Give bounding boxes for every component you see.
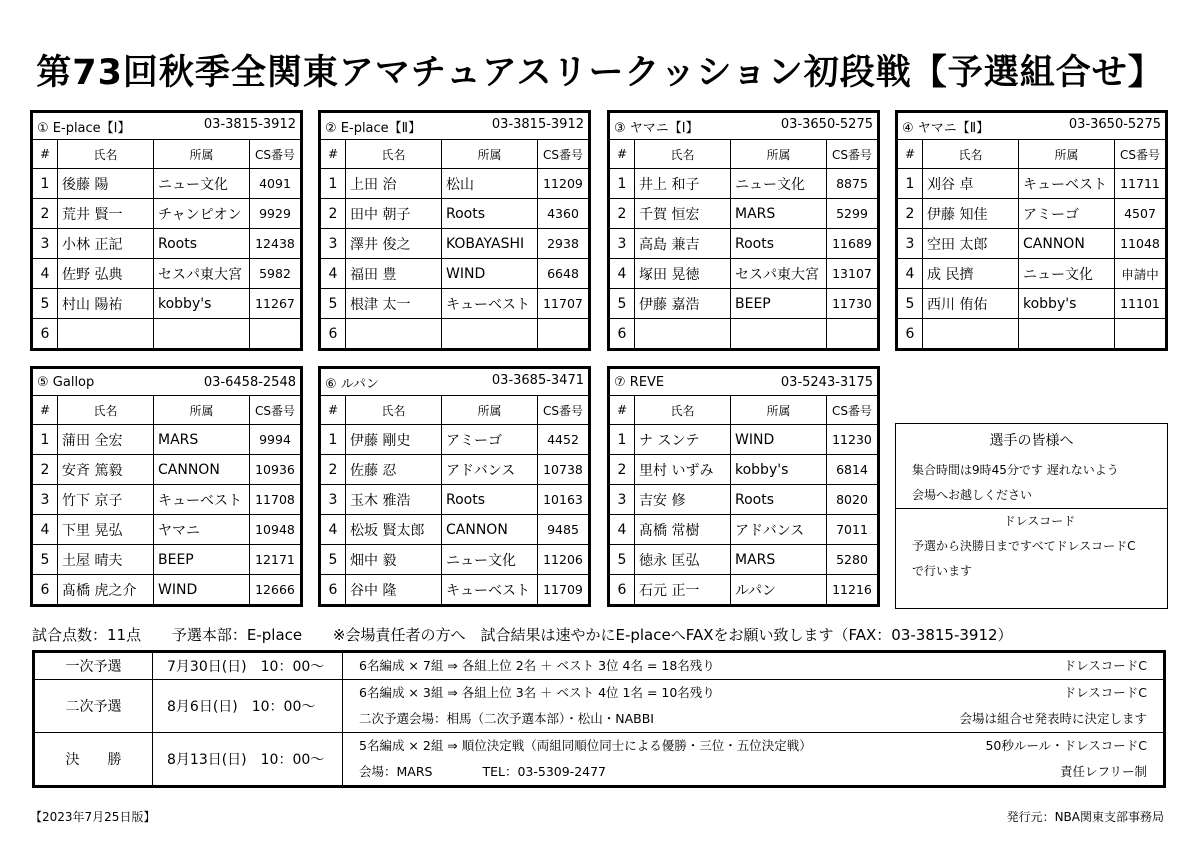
player-affiliation: アミーゴ [1019, 199, 1115, 229]
col-affiliation-header: 所属 [1019, 140, 1115, 169]
player-name [58, 319, 154, 349]
col-cs-header: CS番号 [1115, 140, 1166, 169]
player-name: 刈谷 卓 [923, 169, 1019, 199]
player-cs-number: 11209 [538, 169, 589, 199]
player-row [321, 515, 589, 545]
schedule-stage: 二次予選 [35, 680, 153, 733]
player-affiliation: アドバンス [731, 515, 827, 545]
player-name: 後藤 陽 [58, 169, 154, 199]
col-num-header: # [33, 140, 58, 169]
player-affiliation: Roots [154, 229, 250, 259]
player-cs-number: 11101 [1115, 289, 1166, 319]
player-affiliation: WIND [731, 425, 827, 455]
player-affiliation: Roots [442, 199, 538, 229]
player-cs-number: 9485 [538, 515, 589, 545]
player-number: 3 [610, 485, 635, 515]
col-name-header: 氏名 [346, 396, 442, 425]
player-number: 1 [898, 169, 923, 199]
player-name: ナ スンテ [635, 425, 731, 455]
player-name: 吉安 修 [635, 485, 731, 515]
player-affiliation: キューベスト [154, 485, 250, 515]
team-phone: 03-6458-2548 [203, 374, 296, 390]
player-affiliation: ニュー文化 [442, 545, 538, 575]
player-number: 3 [33, 485, 58, 515]
player-name: 伊藤 知佳 [923, 199, 1019, 229]
player-cs-number: 申請中 [1115, 259, 1166, 289]
player-name: 高島 兼吉 [635, 229, 731, 259]
player-name: 西川 侑佑 [923, 289, 1019, 319]
player-row [33, 319, 301, 349]
player-row [610, 515, 878, 545]
player-affiliation: kobby's [154, 289, 250, 319]
player-cs-number: 11230 [827, 425, 878, 455]
player-name: 荒井 賢一 [58, 199, 154, 229]
player-cs-number: 5280 [827, 545, 878, 575]
player-cs-number [250, 319, 301, 349]
player-affiliation: Roots [442, 485, 538, 515]
player-row [321, 199, 589, 229]
col-num-header: # [610, 396, 635, 425]
team-table [30, 110, 303, 351]
player-row [33, 289, 301, 319]
player-cs-number: 11216 [827, 575, 878, 605]
player-row [321, 485, 589, 515]
schedule-detail: 5名編成 × 2組 ⇒ 順位決定戦（両組同順位同士による優勝・三位・五位決定戦） [359, 738, 812, 753]
player-cs-number: 4507 [1115, 199, 1166, 229]
player-row [610, 425, 878, 455]
venue-note: ※会場責任者の方へ 試合結果は速やかにE-placeへFAXをお願い致します（FAX：03-3815-3912） [332, 626, 1013, 644]
notice-title: 選手の皆様へ [989, 433, 1074, 449]
player-number: 2 [321, 199, 346, 229]
player-affiliation: ニュー文化 [731, 169, 827, 199]
player-affiliation: WIND [442, 259, 538, 289]
player-affiliation: BEEP [731, 289, 827, 319]
player-number: 4 [610, 515, 635, 545]
player-row [33, 259, 301, 289]
player-row [321, 169, 589, 199]
col-num-header: # [321, 396, 346, 425]
player-affiliation: kobby's [731, 455, 827, 485]
player-cs-number: 12438 [250, 229, 301, 259]
player-number: 1 [610, 425, 635, 455]
player-name: 伊藤 嘉浩 [635, 289, 731, 319]
player-row [898, 319, 1166, 349]
player-name: 根津 太一 [346, 289, 442, 319]
player-cs-number: 10738 [538, 455, 589, 485]
player-number: 3 [898, 229, 923, 259]
team-phone: 03-5243-3175 [780, 374, 873, 390]
col-num-header: # [33, 396, 58, 425]
player-name: 佐野 弘典 [58, 259, 154, 289]
player-number: 6 [33, 575, 58, 605]
team-table [607, 110, 880, 351]
schedule-row [35, 733, 1164, 786]
player-number: 5 [898, 289, 923, 319]
player-name: 伊藤 剛史 [346, 425, 442, 455]
player-affiliation [442, 319, 538, 349]
player-cs-number: 11206 [538, 545, 589, 575]
col-affiliation-header: 所属 [731, 396, 827, 425]
player-number: 6 [610, 575, 635, 605]
player-number: 1 [33, 425, 58, 455]
player-cs-number: 9929 [250, 199, 301, 229]
player-cs-number: 5299 [827, 199, 878, 229]
player-row [321, 229, 589, 259]
team-table [895, 110, 1168, 351]
player-affiliation: Roots [731, 485, 827, 515]
col-affiliation-header: 所属 [154, 140, 250, 169]
player-number: 6 [898, 319, 923, 349]
player-number: 2 [610, 455, 635, 485]
player-row [610, 169, 878, 199]
player-row [610, 545, 878, 575]
player-affiliation: CANNON [1019, 229, 1115, 259]
player-row [33, 485, 301, 515]
col-name-header: 氏名 [58, 140, 154, 169]
player-name: 髙橋 常樹 [635, 515, 731, 545]
col-cs-header: CS番号 [827, 140, 878, 169]
version-date: 【2023年7月25日版】 [30, 810, 156, 824]
player-affiliation: ニュー文化 [154, 169, 250, 199]
player-affiliation: セスパ東大宮 [154, 259, 250, 289]
team-label: ② E-place【Ⅱ】 [325, 120, 422, 136]
schedule-row [35, 653, 1164, 680]
team-phone: 03-3650-5275 [1068, 116, 1161, 132]
team-label: ① E-place【Ⅰ】 [37, 120, 131, 136]
player-number: 5 [33, 545, 58, 575]
player-name: 蒲田 全宏 [58, 425, 154, 455]
player-cs-number [827, 319, 878, 349]
player-number: 4 [610, 259, 635, 289]
player-number: 2 [33, 199, 58, 229]
player-row [33, 199, 301, 229]
player-affiliation: KOBAYASHI [442, 229, 538, 259]
player-row [898, 229, 1166, 259]
player-cs-number: 10948 [250, 515, 301, 545]
player-number: 1 [610, 169, 635, 199]
player-name: 玉木 雅浩 [346, 485, 442, 515]
schedule-detail-line [343, 706, 1163, 732]
player-name: 井上 和子 [635, 169, 731, 199]
player-name: 上田 治 [346, 169, 442, 199]
player-name [635, 319, 731, 349]
player-row [610, 289, 878, 319]
player-affiliation [731, 319, 827, 349]
player-row [610, 319, 878, 349]
player-affiliation: BEEP [154, 545, 250, 575]
player-cs-number: 6814 [827, 455, 878, 485]
team-label: ⑦ REVE [614, 374, 665, 390]
match-points: 試合点数：11点 [32, 626, 142, 644]
notice-line: 集合時間は9時45分です 遅れないよう [912, 463, 1119, 477]
schedule-stage: 一次予選 [35, 653, 153, 680]
player-cs-number: 4452 [538, 425, 589, 455]
player-affiliation: kobby's [1019, 289, 1115, 319]
player-row [33, 425, 301, 455]
player-name: 澤井 俊之 [346, 229, 442, 259]
player-affiliation: Roots [731, 229, 827, 259]
schedule-detail-line [343, 680, 1163, 706]
player-row [33, 515, 301, 545]
col-name-header: 氏名 [635, 140, 731, 169]
player-affiliation: キューベスト [442, 289, 538, 319]
player-number: 5 [321, 545, 346, 575]
player-row [321, 545, 589, 575]
player-cs-number: 2938 [538, 229, 589, 259]
player-number: 5 [321, 289, 346, 319]
player-row [898, 289, 1166, 319]
player-row [898, 199, 1166, 229]
player-name: 佐藤 忍 [346, 455, 442, 485]
schedule-detail: 二次予選会場：相馬（二次予選本部）・松山・NABBI [359, 711, 654, 726]
player-name: 成 民擠 [923, 259, 1019, 289]
player-cs-number: 11689 [827, 229, 878, 259]
player-row [33, 545, 301, 575]
player-affiliation: 松山 [442, 169, 538, 199]
player-affiliation: ルパン [731, 575, 827, 605]
notice-box [895, 423, 1168, 609]
player-cs-number: 6648 [538, 259, 589, 289]
team-phone: 03-3650-5275 [780, 116, 873, 132]
col-name-header: 氏名 [346, 140, 442, 169]
player-name: 竹下 京子 [58, 485, 154, 515]
player-number: 1 [321, 169, 346, 199]
player-number: 5 [610, 545, 635, 575]
team-table [607, 366, 880, 607]
schedule-stage: 決 勝 [35, 733, 153, 786]
player-row [321, 319, 589, 349]
notice-line: で行います [912, 564, 973, 578]
player-cs-number: 10163 [538, 485, 589, 515]
player-cs-number: 4360 [538, 199, 589, 229]
team-label: ④ ヤマニ【Ⅱ】 [902, 120, 990, 136]
player-name: 福田 豊 [346, 259, 442, 289]
schedule-detail: 会場：MARS TEL：03-5309-2477 [359, 764, 607, 779]
player-row [33, 575, 301, 605]
player-affiliation: チャンピオン [154, 199, 250, 229]
player-name: 下里 晃弘 [58, 515, 154, 545]
schedule-note: ドレスコードC [1063, 658, 1147, 673]
player-affiliation: キューベスト [442, 575, 538, 605]
player-cs-number: 7011 [827, 515, 878, 545]
player-affiliation: MARS [731, 545, 827, 575]
player-name: 徳永 匡弘 [635, 545, 731, 575]
schedule-detail: 6名編成 × 7組 ⇒ 各組上位 2名 ＋ ベスト 3位 4名 = 18名残り [359, 658, 715, 673]
team-table [318, 366, 591, 607]
col-name-header: 氏名 [58, 396, 154, 425]
player-name [923, 319, 1019, 349]
player-cs-number [538, 319, 589, 349]
player-affiliation [154, 319, 250, 349]
col-cs-header: CS番号 [538, 140, 589, 169]
col-cs-header: CS番号 [538, 396, 589, 425]
player-cs-number: 5982 [250, 259, 301, 289]
col-name-header: 氏名 [923, 140, 1019, 169]
player-number: 4 [321, 515, 346, 545]
player-cs-number: 11708 [250, 485, 301, 515]
team-phone: 03-3685-3471 [491, 372, 584, 388]
team-phone: 03-3815-3912 [203, 116, 296, 132]
player-row [610, 455, 878, 485]
player-affiliation: アミーゴ [442, 425, 538, 455]
schedule-detail-line [343, 733, 1163, 759]
player-number: 3 [610, 229, 635, 259]
player-cs-number: 11711 [1115, 169, 1166, 199]
player-row [610, 229, 878, 259]
player-row [610, 199, 878, 229]
schedule-table [32, 650, 1166, 788]
player-number: 6 [610, 319, 635, 349]
player-row [898, 259, 1166, 289]
player-number: 6 [33, 319, 58, 349]
player-cs-number: 11048 [1115, 229, 1166, 259]
player-cs-number: 11267 [250, 289, 301, 319]
schedule-row [35, 680, 1164, 733]
dress-code-title: ドレスコード [896, 508, 1167, 534]
player-cs-number: 11709 [538, 575, 589, 605]
player-name: 畑中 毅 [346, 545, 442, 575]
page-title: 第73回秋季全関東アマチュアスリークッション初段戦【予選組合せ】 [36, 53, 1164, 93]
player-name: 松坂 賢太郎 [346, 515, 442, 545]
player-name: 田中 朝子 [346, 199, 442, 229]
schedule-date: 7月30日(日) 10：00～ [153, 653, 343, 680]
schedule-date: 8月13日(日) 10：00～ [153, 733, 343, 786]
player-name: 安斉 篤毅 [58, 455, 154, 485]
player-cs-number: 12666 [250, 575, 301, 605]
player-row [321, 289, 589, 319]
col-name-header: 氏名 [635, 396, 731, 425]
player-affiliation: MARS [154, 425, 250, 455]
player-number: 5 [610, 289, 635, 319]
player-row [610, 259, 878, 289]
player-row [321, 575, 589, 605]
player-cs-number: 10936 [250, 455, 301, 485]
team-label: ③ ヤマニ【Ⅰ】 [614, 120, 699, 136]
team-label: ⑤ Gallop [37, 374, 95, 390]
player-cs-number: 8875 [827, 169, 878, 199]
player-number: 4 [321, 259, 346, 289]
player-name: 千賀 恒宏 [635, 199, 731, 229]
player-number: 1 [33, 169, 58, 199]
player-affiliation [1019, 319, 1115, 349]
col-affiliation-header: 所属 [731, 140, 827, 169]
player-number: 2 [33, 455, 58, 485]
player-cs-number: 8020 [827, 485, 878, 515]
schedule-detail: 6名編成 × 3組 ⇒ 各組上位 3名 ＋ ベスト 4位 1名 = 10名残り [359, 685, 715, 700]
team-phone: 03-3815-3912 [491, 116, 584, 132]
col-num-header: # [898, 140, 923, 169]
player-cs-number: 13107 [827, 259, 878, 289]
player-row [898, 169, 1166, 199]
player-cs-number: 12171 [250, 545, 301, 575]
player-row [33, 229, 301, 259]
schedule-note: 責任レフリー制 [1059, 764, 1147, 779]
player-affiliation: MARS [731, 199, 827, 229]
player-row [321, 259, 589, 289]
player-name: 小林 正記 [58, 229, 154, 259]
col-affiliation-header: 所属 [442, 396, 538, 425]
player-name [346, 319, 442, 349]
team-table [318, 110, 591, 351]
col-affiliation-header: 所属 [154, 396, 250, 425]
schedule-note: 50秒ルール・ドレスコードC [985, 738, 1147, 753]
player-affiliation: WIND [154, 575, 250, 605]
player-row [321, 425, 589, 455]
player-cs-number: 11730 [827, 289, 878, 319]
col-affiliation-header: 所属 [442, 140, 538, 169]
player-number: 5 [33, 289, 58, 319]
player-cs-number: 4091 [250, 169, 301, 199]
player-affiliation: キューベスト [1019, 169, 1115, 199]
col-cs-header: CS番号 [250, 140, 301, 169]
player-number: 2 [610, 199, 635, 229]
player-name: 土屋 晴夫 [58, 545, 154, 575]
player-cs-number: 9994 [250, 425, 301, 455]
player-affiliation: CANNON [442, 515, 538, 545]
player-number: 3 [321, 485, 346, 515]
col-num-header: # [321, 140, 346, 169]
player-name: 石元 正一 [635, 575, 731, 605]
schedule-note: 会場は組合せ発表時に決定します [959, 711, 1147, 726]
player-number: 6 [321, 575, 346, 605]
player-affiliation: CANNON [154, 455, 250, 485]
qualifier-hq: 予選本部：E-place [171, 626, 303, 644]
match-info [32, 624, 1039, 645]
player-affiliation: ヤマニ [154, 515, 250, 545]
schedule-detail-line [343, 653, 1163, 679]
team-table [30, 366, 303, 607]
schedule-date: 8月6日(日) 10：00～ [153, 680, 343, 733]
player-row [610, 485, 878, 515]
player-affiliation: ニュー文化 [1019, 259, 1115, 289]
player-number: 3 [321, 229, 346, 259]
schedule-detail-line [343, 759, 1163, 785]
player-name: 空田 太郎 [923, 229, 1019, 259]
team-label: ⑥ ルパン [325, 376, 379, 392]
player-name: 塚田 晃徳 [635, 259, 731, 289]
col-num-header: # [610, 140, 635, 169]
notice-line: 会場へお越しください [912, 488, 1033, 502]
player-number: 1 [321, 425, 346, 455]
schedule-note: ドレスコードC [1063, 685, 1147, 700]
player-name: 髙橋 虎之介 [58, 575, 154, 605]
player-number: 4 [898, 259, 923, 289]
player-affiliation: アドバンス [442, 455, 538, 485]
player-number: 3 [33, 229, 58, 259]
col-cs-header: CS番号 [250, 396, 301, 425]
player-affiliation: セスパ東大宮 [731, 259, 827, 289]
player-row [610, 575, 878, 605]
player-number: 4 [33, 259, 58, 289]
publisher: 発行元：NBA関東支部事務局 [1006, 810, 1164, 824]
player-name: 里村 いずみ [635, 455, 731, 485]
player-cs-number [1115, 319, 1166, 349]
player-number: 4 [33, 515, 58, 545]
col-cs-header: CS番号 [827, 396, 878, 425]
player-row [321, 455, 589, 485]
player-name: 谷中 隆 [346, 575, 442, 605]
notice-line: 予選から決勝日まですべてドレスコードC [912, 539, 1136, 553]
player-number: 6 [321, 319, 346, 349]
player-number: 2 [898, 199, 923, 229]
player-number: 2 [321, 455, 346, 485]
player-row [33, 169, 301, 199]
player-name: 村山 陽祐 [58, 289, 154, 319]
player-cs-number: 11707 [538, 289, 589, 319]
player-row [33, 455, 301, 485]
